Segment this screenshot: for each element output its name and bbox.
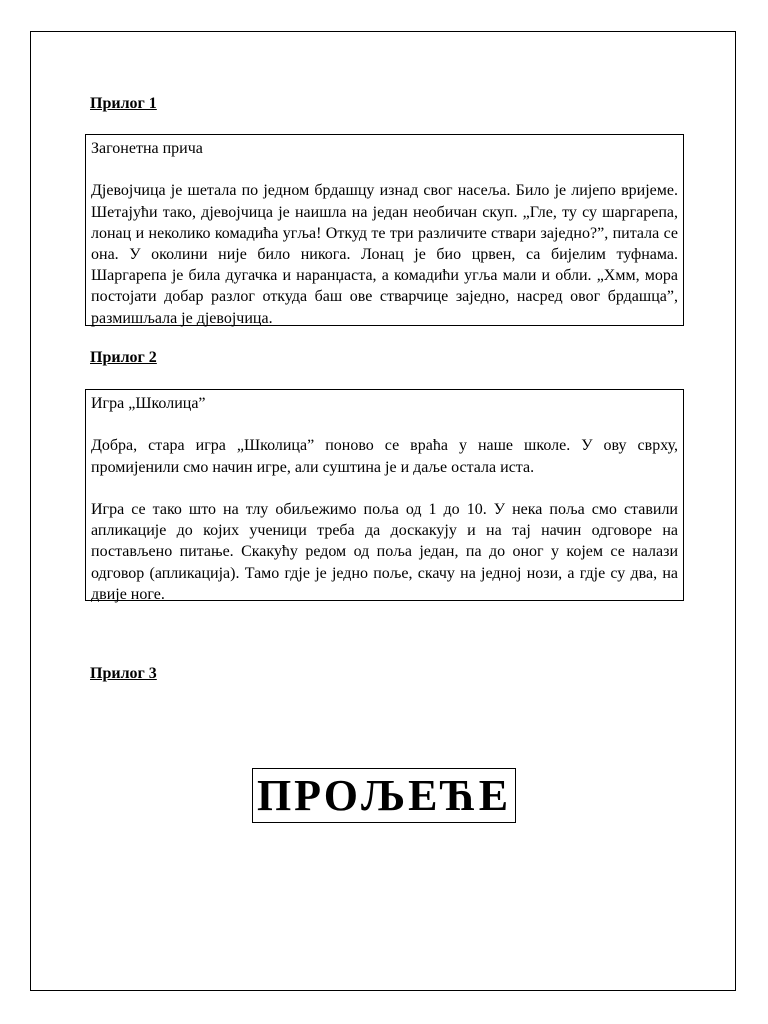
riddle-story-text: Дјевојчица је шетала по једном брдашцу изнад свог насеља. Било је лијепо вријеме. Шетајући тако, дјевојчица је наишла на један необичан скуп. „Гле, ту су шаргарепа, лонац и неколико комадића угља! Откуд те три различите ствари заједно?”, питала се она. У околини није било никога. Лонац је био црвен, са бијелим туфнама. Шаргарепа је била дугачка и наранџаста, а комадићи угља мали и обли. „Хмм, мора постојати добар разлог откуда баш ове стварчице заједно, насред овог брдашца”, размишљала је дјевојчица. xyxy=(91,182,678,327)
hopscotch-rules-text: Игра се тако што на тлу обиљежимо поља од 1 до 10. У нека поља смо ставили апликације до којих ученици треба да доскакују и на тај начин одговоре на постављено питање. Скакућу редом од поља један, па до оног у којем се налази одговор (апликација). Тамо гдје је једно поље, скачу на једној нози, а гдје су два, на двије ноге. xyxy=(91,500,678,603)
riddle-story-title: Загонетна прича xyxy=(91,140,203,157)
riddle-story-box xyxy=(85,134,684,326)
hopscotch-game-box xyxy=(85,389,684,601)
appendix-1-heading: Прилог 1 xyxy=(90,95,157,112)
spring-word: ПРОЉЕЋЕ xyxy=(256,770,512,820)
appendix-3-heading: Прилог 3 xyxy=(90,665,157,682)
hopscotch-intro-text: Добра, стара игра „Школица” поново се враћа у наше школе. У ову сврху, промијенили смо начин игре, али суштина је и даље остала иста. xyxy=(91,437,678,476)
hopscotch-game-title: Игра „Школица” xyxy=(91,395,206,412)
spring-word-box xyxy=(252,768,516,823)
appendix-2-heading: Прилог 2 xyxy=(90,349,157,366)
